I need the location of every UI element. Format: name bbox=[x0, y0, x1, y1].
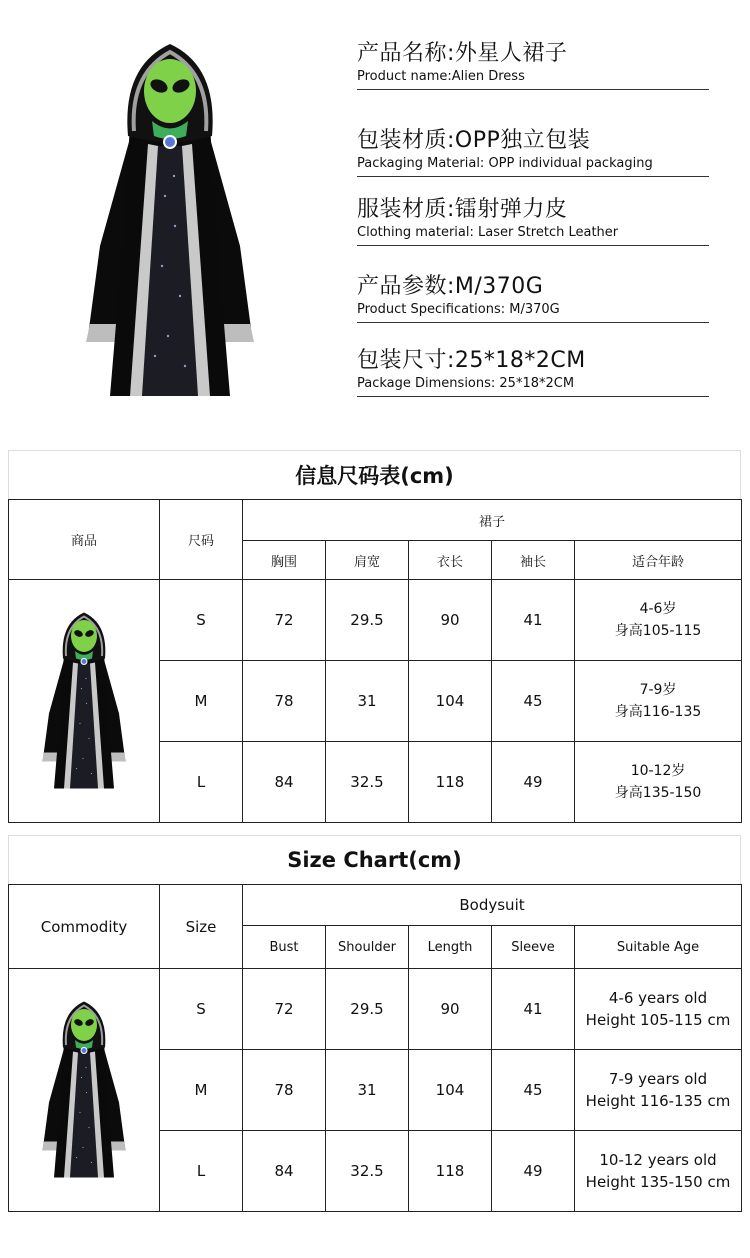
cell-bust: 84 bbox=[243, 742, 326, 823]
cell-sleeve: 41 bbox=[492, 969, 575, 1050]
cell-sleeve: 49 bbox=[492, 1131, 575, 1212]
spec-cn: 包装材质:OPP独立包装 bbox=[357, 128, 591, 153]
cell-bust: 78 bbox=[243, 661, 326, 742]
spec-cn: 服装材质:镭射弹力皮 bbox=[357, 197, 568, 222]
cell-age bbox=[575, 742, 742, 823]
cell-sleeve: 41 bbox=[492, 580, 575, 661]
spec-en: Clothing material: Laser Stretch Leather bbox=[357, 225, 619, 240]
cell-size: L bbox=[160, 1131, 243, 1212]
spec-specification bbox=[357, 273, 709, 323]
age-line: 10-12岁 bbox=[630, 763, 686, 779]
header-col: Sleeve bbox=[492, 926, 575, 969]
age-line: 4-6 years old bbox=[608, 989, 708, 1007]
header-col: 胸围 bbox=[243, 541, 326, 580]
height-line: Height 116-135 cm bbox=[585, 1092, 731, 1110]
spec-packaging bbox=[357, 127, 709, 177]
product-thumbnail bbox=[9, 969, 160, 1212]
spec-cn: 包装尺寸:25*18*2CM bbox=[357, 348, 586, 373]
cell-sleeve: 45 bbox=[492, 1050, 575, 1131]
cell-length: 104 bbox=[409, 661, 492, 742]
height-line: 身高135-150 bbox=[614, 785, 702, 801]
header-product: 商品 bbox=[9, 500, 160, 580]
size-table-cn bbox=[8, 450, 741, 823]
age-line: 10-12 years old bbox=[599, 1151, 717, 1169]
header-col: 肩宽 bbox=[326, 541, 409, 580]
header-product: Commodity bbox=[9, 885, 160, 969]
age-line: 7-9岁 bbox=[639, 682, 677, 698]
product-thumbnail bbox=[9, 580, 160, 823]
header-size: Size bbox=[160, 885, 243, 969]
table-title: 信息尺码表(cm) bbox=[8, 450, 741, 499]
cell-size: L bbox=[160, 742, 243, 823]
height-line: Height 135-150 cm bbox=[585, 1173, 731, 1191]
size-table-en bbox=[8, 835, 741, 1212]
cell-shoulder: 31 bbox=[326, 1050, 409, 1131]
spec-en: Product Specifications: M/370G bbox=[357, 302, 560, 317]
cell-sleeve: 45 bbox=[492, 661, 575, 742]
spec-material bbox=[357, 196, 709, 246]
header-col: Length bbox=[409, 926, 492, 969]
spec-en: Packaging Material: OPP individual packaging bbox=[357, 156, 653, 171]
header-size: 尺码 bbox=[160, 500, 243, 580]
cell-bust: 72 bbox=[243, 969, 326, 1050]
spec-dimensions bbox=[357, 347, 709, 397]
spec-cn: 产品名称:外星人裙子 bbox=[357, 41, 568, 66]
spec-en: Package Dimensions: 25*18*2CM bbox=[357, 376, 575, 391]
age-line: 7-9 years old bbox=[608, 1070, 708, 1088]
cell-size: S bbox=[160, 969, 243, 1050]
cell-age bbox=[575, 580, 742, 661]
cell-length: 118 bbox=[409, 1131, 492, 1212]
header-col: 衣长 bbox=[409, 541, 492, 580]
age-line: 4-6岁 bbox=[639, 601, 677, 617]
cell-bust: 78 bbox=[243, 1050, 326, 1131]
cell-length: 118 bbox=[409, 742, 492, 823]
cell-length: 90 bbox=[409, 969, 492, 1050]
spec-cn: 产品参数:M/370G bbox=[357, 274, 544, 299]
cell-age bbox=[575, 1050, 742, 1131]
cell-size: M bbox=[160, 661, 243, 742]
cell-shoulder: 29.5 bbox=[326, 580, 409, 661]
spec-en: Product name:Alien Dress bbox=[357, 69, 525, 84]
table-title: Size Chart(cm) bbox=[8, 835, 741, 884]
cell-length: 104 bbox=[409, 1050, 492, 1131]
cell-shoulder: 31 bbox=[326, 661, 409, 742]
header-col: Bust bbox=[243, 926, 326, 969]
header-col: 适合年龄 bbox=[575, 541, 742, 580]
cell-shoulder: 29.5 bbox=[326, 969, 409, 1050]
header-col: Shoulder bbox=[326, 926, 409, 969]
cell-age bbox=[575, 661, 742, 742]
cell-shoulder: 32.5 bbox=[326, 1131, 409, 1212]
cell-size: M bbox=[160, 1050, 243, 1131]
cell-shoulder: 32.5 bbox=[326, 742, 409, 823]
height-line: 身高116-135 bbox=[614, 704, 702, 720]
cell-length: 90 bbox=[409, 580, 492, 661]
header-group: Bodysuit bbox=[243, 885, 742, 926]
header-col: Suitable Age bbox=[575, 926, 742, 969]
product-image bbox=[70, 36, 270, 406]
cell-age bbox=[575, 969, 742, 1050]
table-row bbox=[9, 969, 742, 1050]
header-group: 裙子 bbox=[243, 500, 742, 541]
spec-product-name bbox=[357, 40, 709, 90]
cell-bust: 84 bbox=[243, 1131, 326, 1212]
table-row bbox=[9, 580, 742, 661]
height-line: 身高105-115 bbox=[614, 623, 702, 639]
cell-age bbox=[575, 1131, 742, 1212]
header-col: 袖长 bbox=[492, 541, 575, 580]
cell-bust: 72 bbox=[243, 580, 326, 661]
cell-size: S bbox=[160, 580, 243, 661]
height-line: Height 105-115 cm bbox=[585, 1011, 731, 1029]
cell-sleeve: 49 bbox=[492, 742, 575, 823]
